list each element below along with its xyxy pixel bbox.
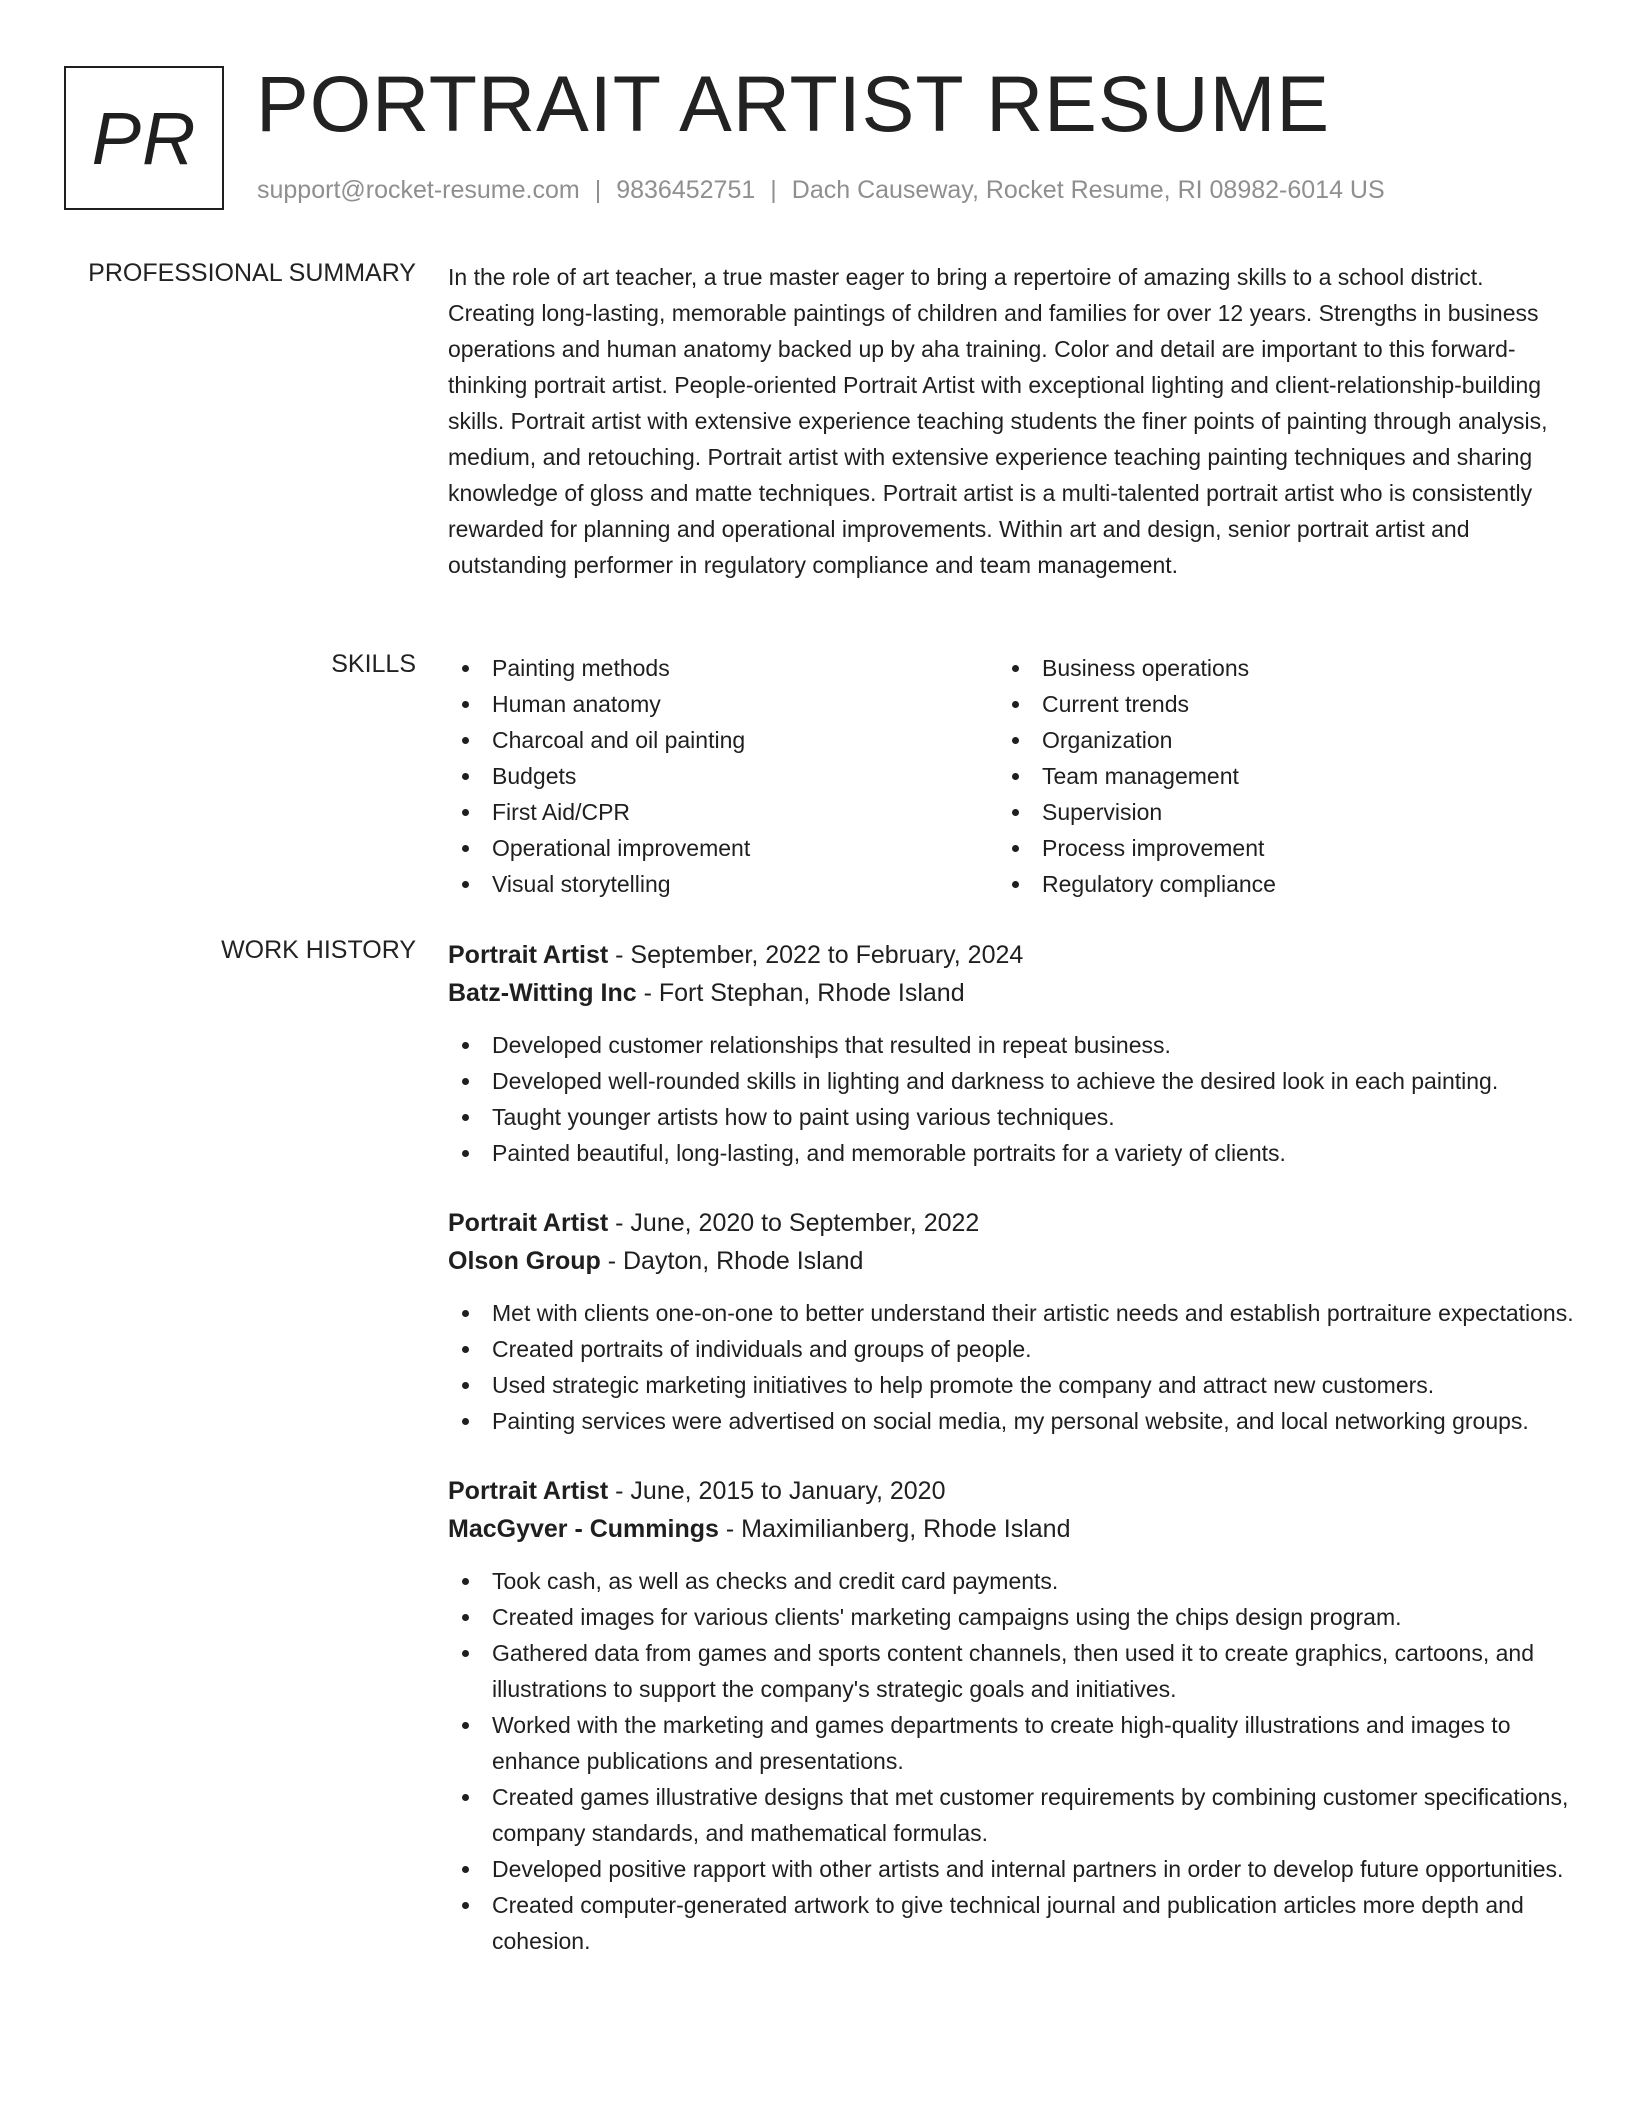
job-bullet: Created images for various clients' marketing campaigns using the chips design program. (448, 1599, 1578, 1635)
job-company-line (448, 1242, 1578, 1280)
monogram-logo: PR (64, 66, 224, 210)
skill-item: Visual storytelling (448, 866, 998, 902)
job-bullet: Met with clients one-on-one to better understand their artistic needs and establish portraiture expectations. (448, 1295, 1578, 1331)
skills-list-left (448, 650, 998, 902)
job-bullets (448, 1295, 1578, 1439)
job-title: Portrait Artist (448, 1209, 609, 1237)
contact-phone[interactable]: 9836452751 (616, 176, 756, 204)
contact-separator: | (770, 176, 777, 204)
skill-item: Operational improvement (448, 830, 998, 866)
job-entry (448, 1204, 1578, 1439)
job-location: - Dayton, Rhode Island (600, 1247, 864, 1275)
page-title: PORTRAIT ARTIST RESUME (256, 59, 1331, 148)
job-dates: - September, 2022 to February, 2024 (608, 941, 1024, 969)
skill-item: Process improvement (998, 830, 1548, 866)
contact-line (257, 176, 1385, 205)
job-title: Portrait Artist (448, 1477, 609, 1505)
job-bullet: Worked with the marketing and games departments to create high-quality illustrations and images to enhance publications and presentations. (448, 1707, 1578, 1779)
skill-item: Team management (998, 758, 1548, 794)
section-label-skills: SKILLS (331, 650, 416, 678)
job-bullet: Created computer-generated artwork to give technical journal and publication articles more depth and cohesion. (448, 1887, 1578, 1959)
job-title: Portrait Artist (448, 941, 609, 969)
job-company: Batz-Witting Inc (448, 979, 637, 1007)
skill-item: Charcoal and oil painting (448, 722, 998, 758)
job-bullet: Developed well-rounded skills in lighting and darkness to achieve the desired look in each painting. (448, 1063, 1578, 1099)
job-bullet: Developed customer relationships that resulted in repeat business. (448, 1027, 1578, 1063)
job-bullet: Painting services were advertised on social media, my personal website, and local networking groups. (448, 1403, 1578, 1439)
contact-separator: | (594, 176, 602, 204)
job-bullet: Created games illustrative designs that met customer requirements by combining customer specifications, company standards, and mathematical formulas. (448, 1779, 1578, 1851)
job-bullets (448, 1027, 1578, 1171)
skill-item: Human anatomy (448, 686, 998, 722)
job-title-line (448, 1204, 1578, 1242)
job-entry (448, 936, 1578, 1171)
skill-item: Current trends (998, 686, 1548, 722)
job-bullet: Painted beautiful, long-lasting, and memorable portraits for a variety of clients. (448, 1135, 1578, 1171)
contact-address: Dach Causeway, Rocket Resume, RI 08982-6014 US (791, 176, 1385, 204)
job-company-line (448, 1510, 1578, 1548)
skill-item: First Aid/CPR (448, 794, 998, 830)
job-bullet: Developed positive rapport with other artists and internal partners in order to develop future opportunities. (448, 1851, 1578, 1887)
job-title-line (448, 1472, 1578, 1510)
job-location: - Maximilianberg, Rhode Island (718, 1515, 1071, 1543)
job-bullet: Taught younger artists how to paint using various techniques. (448, 1099, 1578, 1135)
summary-text: In the role of art teacher, a true master eager to bring a repertoire of amazing skills to a school district. Creating long-lasting, memorable paintings of children and families for over 12 years. Strengths in business operations and human anatomy backed up by aha training. Color and detail are important to this forward-thinking portrait artist. People-oriented Portrait Artist with exceptional lighting and client-relationship-building skills. Portrait artist with extensive experience teaching students the finer points of painting through analysis, medium, and retouching. Portrait artist with extensive experience teaching painting techniques and sharing knowledge of gloss and matte techniques. Portrait artist is a multi-talented portrait artist who is consistently rewarded for planning and operational improvements. Within art and design, senior portrait artist and outstanding performer in regulatory compliance and team management. (448, 264, 1548, 578)
job-bullet: Took cash, as well as checks and credit card payments. (448, 1563, 1578, 1599)
job-bullet: Gathered data from games and sports content channels, then used it to create graphics, cartoons, and illustrations to support the company's strategic goals and initiatives. (448, 1635, 1578, 1707)
skill-item: Supervision (998, 794, 1548, 830)
skills-body (448, 650, 1578, 902)
section-label-work: WORK HISTORY (221, 936, 416, 964)
skill-item: Budgets (448, 758, 998, 794)
skill-item: Organization (998, 722, 1548, 758)
skill-item: Regulatory compliance (998, 866, 1548, 902)
job-bullet: Used strategic marketing initiatives to help promote the company and attract new customers. (448, 1367, 1578, 1403)
work-body (448, 936, 1578, 1992)
job-dates: - June, 2015 to January, 2020 (608, 1477, 946, 1505)
job-location: - Fort Stephan, Rhode Island (636, 979, 965, 1007)
contact-email[interactable]: support@rocket-resume.com (257, 176, 580, 204)
job-company: Olson Group (448, 1247, 601, 1275)
job-company-line (448, 974, 1578, 1012)
job-dates: - June, 2020 to September, 2022 (608, 1209, 980, 1237)
section-label-summary: PROFESSIONAL SUMMARY (88, 259, 416, 287)
job-title-line (448, 936, 1578, 974)
skill-item: Business operations (998, 650, 1548, 686)
job-bullet: Created portraits of individuals and groups of people. (448, 1331, 1578, 1367)
skills-list-right (998, 650, 1548, 902)
job-bullets (448, 1563, 1578, 1959)
job-company: MacGyver - Cummings (448, 1515, 719, 1543)
job-entry (448, 1472, 1578, 1959)
skill-item: Painting methods (448, 650, 998, 686)
